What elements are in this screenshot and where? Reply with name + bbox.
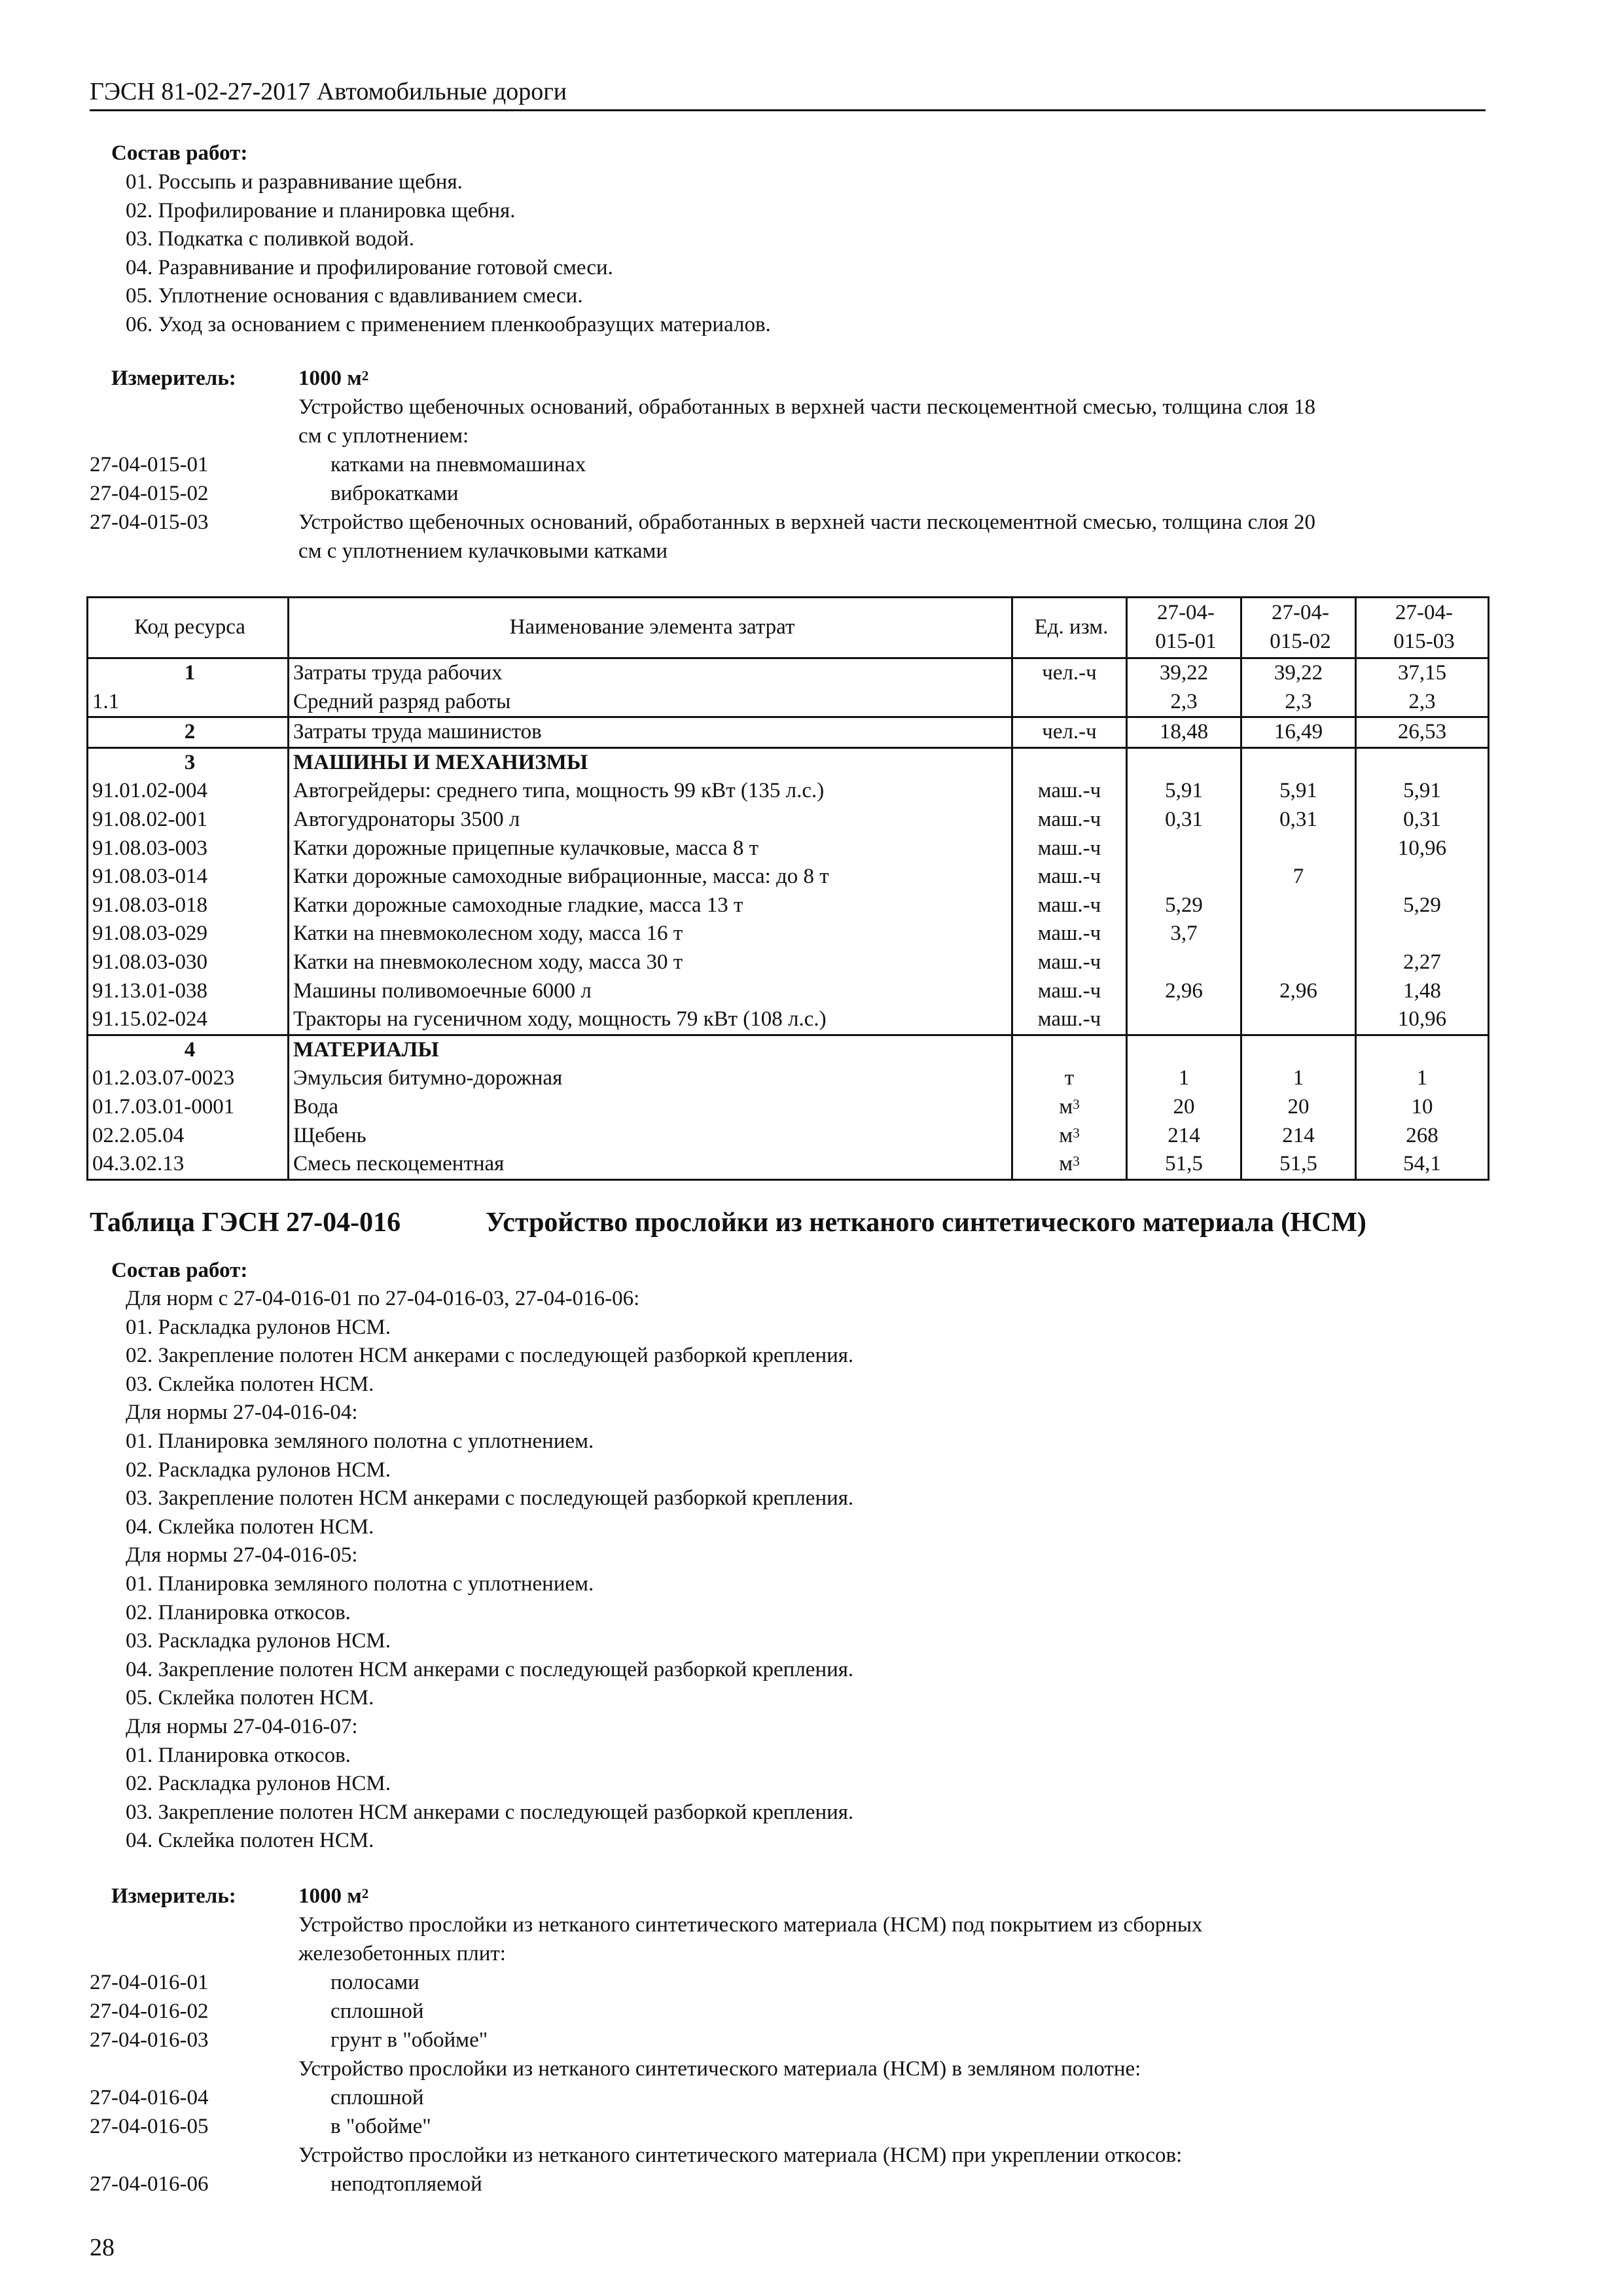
- cell-unit: $м^3$: [1012, 1093, 1127, 1122]
- cell-unit: маш.-ч: [1012, 891, 1127, 920]
- cell-value: 51,5: [1241, 1150, 1356, 1179]
- composition-item: 02. Профилирование и планировка щебня.: [126, 198, 516, 223]
- cell-value: 10,96: [1356, 834, 1489, 863]
- cell-code: 3: [88, 747, 289, 777]
- norm-text: в "обойме": [330, 2115, 431, 2138]
- composition-item: 05. Уплотнение основания с вдавливанием смеси.: [126, 284, 583, 308]
- cell-value: [1241, 891, 1356, 920]
- cell-code: 91.08.03-018: [88, 891, 289, 920]
- cell-name: Автогудронаторы 3500 л: [289, 806, 1012, 834]
- cell-value: [1356, 1035, 1489, 1064]
- norm-group-description: железобетонных плит:: [298, 1942, 506, 1965]
- cell-value: [1127, 863, 1241, 891]
- cell-value: 1: [1241, 1064, 1356, 1093]
- cell-value: 5,29: [1127, 891, 1241, 920]
- cell-code: 1.1: [88, 688, 289, 717]
- table-row: [88, 863, 1489, 891]
- cell-unit: маш.-ч: [1012, 863, 1127, 891]
- page-number: 28: [90, 2234, 115, 2261]
- cell-unit: чел.-ч: [1012, 658, 1127, 688]
- composition-item: 04. Разравнивание и профилирование готовой смеси.: [126, 255, 613, 279]
- norm-group-description: Устройство прослойки из нетканого синтетического материала (НСМ) при укреплении откосов:: [298, 2144, 1183, 2167]
- cell-value: [1241, 1005, 1356, 1035]
- cell-name: Катки дорожные самоходные гладкие, масса 13 т: [289, 891, 1012, 920]
- norm-text: полосами: [330, 1971, 419, 1994]
- cell-value: 5,29: [1356, 891, 1489, 920]
- cell-value: 2,3: [1241, 688, 1356, 717]
- composition-item: 01. Россыпь и разравнивание щебня.: [126, 170, 463, 194]
- cell-value: 1,48: [1356, 977, 1489, 1006]
- norm-code: 27-04-015-03: [90, 511, 209, 534]
- norm-code: 27-04-016-04: [90, 2086, 209, 2109]
- table-number: Таблица ГЭСН 27-04-016: [90, 1208, 401, 1238]
- cell-unit: [1012, 688, 1127, 717]
- composition-group-heading: Для нормы 27-04-016-07:: [126, 1714, 358, 1738]
- cell-value: [1127, 747, 1241, 777]
- cell-name: Средний разряд работы: [289, 688, 1012, 717]
- cell-unit: маш.-ч: [1012, 977, 1127, 1006]
- cell-value: [1241, 948, 1356, 977]
- table-header-row: [88, 598, 1489, 658]
- table-row: [88, 806, 1489, 834]
- cell-value: 16,49: [1241, 717, 1356, 748]
- cell-unit: $м^3$: [1012, 1150, 1127, 1179]
- cell-code: 91.01.02-004: [88, 777, 289, 806]
- cell-unit: маш.-ч: [1012, 834, 1127, 863]
- cell-value: 214: [1127, 1122, 1241, 1151]
- cell-value: 39,22: [1241, 658, 1356, 688]
- cell-name: Катки дорожные самоходные вибрационные, масса: до 8 т: [289, 863, 1012, 891]
- cell-code: 91.08.03-029: [88, 920, 289, 948]
- measure-description-line: Устройство щебеночных оснований, обработанных в верхней части пескоцементной смесью, толщина слоя 18: [298, 395, 1315, 419]
- composition-item: 01. Планировка откосов.: [126, 1743, 351, 1767]
- cell-value: 39,22: [1127, 658, 1241, 688]
- cell-code: 91.08.03-030: [88, 948, 289, 977]
- resource-table: [86, 596, 1489, 1181]
- cell-code: 91.08.02-001: [88, 806, 289, 834]
- norm-code: 27-04-016-06: [90, 2172, 209, 2196]
- cell-value: 51,5: [1127, 1150, 1241, 1179]
- cell-name: Катки на пневмоколесном ходу, масса 30 т: [289, 948, 1012, 977]
- cell-value: 2,3: [1356, 688, 1489, 717]
- cell-name: Автогрейдеры: среднего типа, мощность 99 кВт (135 л.с.): [289, 777, 1012, 806]
- norm-text: сплошной: [330, 2000, 424, 2023]
- cell-value: 0,31: [1356, 806, 1489, 834]
- table-row: [88, 1005, 1489, 1035]
- norm-text: см с уплотнением кулачковыми катками: [298, 539, 668, 563]
- cell-value: 2,96: [1127, 977, 1241, 1006]
- table-row: [88, 658, 1489, 688]
- cell-code: 2: [88, 717, 289, 748]
- cell-value: 37,15: [1356, 658, 1489, 688]
- cell-name: Катки дорожные прицепные кулачковые, масса 8 т: [289, 834, 1012, 863]
- norm-group-description: Устройство прослойки из нетканого синтетического материала (НСМ) в земляном полотне:: [298, 2057, 1141, 2081]
- norm-text: Устройство щебеночных оснований, обработанных в верхней части пескоцементной смесью, толщина слоя 20: [298, 511, 1315, 534]
- composition-item: 03. Склейка полотен НСМ.: [126, 1372, 374, 1396]
- table-row: [88, 977, 1489, 1006]
- cell-unit: маш.-ч: [1012, 806, 1127, 834]
- composition-item: 04. Закрепление полотен НСМ анкерами с последующей разборкой крепления.: [126, 1657, 854, 1681]
- composition-item: 02. Раскладка рулонов НСМ.: [126, 1458, 391, 1482]
- norm-group-description: Устройство прослойки из нетканого синтетического материала (НСМ) под покрытием из сборных: [298, 1913, 1203, 1937]
- cell-value: 10,96: [1356, 1005, 1489, 1035]
- cell-code: 91.13.01-038: [88, 977, 289, 1006]
- cell-value: 0,31: [1241, 806, 1356, 834]
- cell-value: 5,91: [1241, 777, 1356, 806]
- cell-value: 20: [1127, 1093, 1241, 1122]
- cell-value: 2,27: [1356, 948, 1489, 977]
- norm-text: катками на пневмомашинах: [330, 453, 586, 476]
- composition-item: 04. Склейка полотен НСМ.: [126, 1515, 374, 1539]
- table-row: [88, 1035, 1489, 1064]
- norm-code: 27-04-016-05: [90, 2115, 209, 2138]
- cell-name: МАТЕРИАЛЫ: [289, 1035, 1012, 1064]
- composition-group-heading: Для нормы 27-04-016-04:: [126, 1401, 358, 1425]
- cell-name: Эмульсия битумно-дорожная: [289, 1064, 1012, 1093]
- composition-item: 06. Уход за основанием с применением пленкообразущих материалов.: [126, 312, 771, 336]
- table-row: [88, 688, 1489, 717]
- page-header: ГЭСН 81-02-27-2017 Автомобильные дороги: [90, 78, 567, 105]
- composition-item: 02. Закрепление полотен НСМ анкерами с последующей разборкой крепления.: [126, 1344, 854, 1368]
- norm-text: грунт в "обойме": [330, 2028, 488, 2052]
- cell-value: 2,3: [1127, 688, 1241, 717]
- measure-label: Измеритель:: [111, 367, 236, 390]
- composition-item: 03. Раскладка рулонов НСМ.: [126, 1629, 391, 1653]
- cell-code: 02.2.05.04: [88, 1122, 289, 1151]
- measure-unit: 1000 $м^2$: [298, 1884, 369, 1908]
- norm-text: сплошной: [330, 2086, 424, 2109]
- cell-value: 26,53: [1356, 717, 1489, 748]
- cell-code: 4: [88, 1035, 289, 1064]
- cell-value: [1356, 920, 1489, 948]
- table-row: [88, 777, 1489, 806]
- cell-name: Затраты труда машинистов: [289, 717, 1012, 748]
- cell-unit: чел.-ч: [1012, 717, 1127, 748]
- composition-list: [126, 168, 771, 340]
- composition-item: 01. Планировка земляного полотна с уплотнением.: [126, 1571, 594, 1596]
- cell-value: 10: [1356, 1093, 1489, 1122]
- col-header-norm: 27-04- 015-03: [1356, 598, 1489, 658]
- table-row: [88, 747, 1489, 777]
- table-title: [90, 1206, 1366, 1239]
- composition-item: 02. Раскладка рулонов НСМ.: [126, 1772, 391, 1796]
- composition-item: 05. Склейка полотен НСМ.: [126, 1686, 374, 1710]
- cell-value: [1241, 920, 1356, 948]
- table-row: [88, 1064, 1489, 1093]
- cell-unit: [1012, 1035, 1127, 1064]
- cell-unit: маш.-ч: [1012, 920, 1127, 948]
- composition-label: Состав работ:: [111, 1259, 248, 1282]
- norm-text: виброкатками: [330, 482, 459, 505]
- cell-value: 1: [1127, 1064, 1241, 1093]
- cell-value: 268: [1356, 1122, 1489, 1151]
- cell-unit: маш.-ч: [1012, 777, 1127, 806]
- norm-text: неподтопляемой: [330, 2172, 482, 2196]
- table-row: [88, 948, 1489, 977]
- composition-group-heading: Для нормы 27-04-016-05:: [126, 1543, 358, 1568]
- composition-item: 02. Планировка откосов.: [126, 1600, 351, 1624]
- cell-value: 18,48: [1127, 717, 1241, 748]
- cell-name: Затраты труда рабочих: [289, 658, 1012, 688]
- table-row: [88, 891, 1489, 920]
- cell-value: [1356, 747, 1489, 777]
- table-row: [88, 717, 1489, 748]
- table-name: Устройство прослойки из нетканого синтетического материала (НСМ): [486, 1208, 1366, 1238]
- composition-item: 01. Планировка земляного полотна с уплотнением.: [126, 1429, 594, 1453]
- norm-code: 27-04-015-01: [90, 453, 209, 476]
- col-header-norm: 27-04- 015-02: [1241, 598, 1356, 658]
- cell-value: 1: [1356, 1064, 1489, 1093]
- cell-value: [1127, 1035, 1241, 1064]
- cell-name: Смесь пескоцементная: [289, 1150, 1012, 1179]
- cell-value: 2,96: [1241, 977, 1356, 1006]
- cell-unit: маш.-ч: [1012, 1005, 1127, 1035]
- composition-label: Состав работ:: [111, 141, 248, 165]
- cell-code: 01.7.03.01-0001: [88, 1093, 289, 1122]
- cell-value: [1241, 747, 1356, 777]
- cell-value: [1356, 863, 1489, 891]
- cell-value: 214: [1241, 1122, 1356, 1151]
- cell-code: 04.3.02.13: [88, 1150, 289, 1179]
- measure-label: Измеритель:: [111, 1884, 236, 1908]
- col-header-code: Код ресурса: [88, 598, 289, 658]
- cell-unit: т: [1012, 1064, 1127, 1093]
- cell-value: 54,1: [1356, 1150, 1489, 1179]
- cell-name: Вода: [289, 1093, 1012, 1122]
- header-rule: [90, 109, 1486, 111]
- composition-group-heading: Для норм с 27-04-016-01 по 27-04-016-03, 27-04-016-06:: [126, 1287, 640, 1310]
- table-row: [88, 1122, 1489, 1151]
- cell-name: Тракторы на гусеничном ходу, мощность 79 кВт (108 л.с.): [289, 1005, 1012, 1035]
- norm-code: 27-04-016-02: [90, 2000, 209, 2023]
- cell-value: [1127, 834, 1241, 863]
- cell-value: 3,7: [1127, 920, 1241, 948]
- composition-item: 03. Подкатка с поливкой водой.: [126, 227, 415, 251]
- cell-value: 5,91: [1127, 777, 1241, 806]
- col-header-name: Наименование элемента затрат: [289, 598, 1012, 658]
- cell-code: 91.15.02-024: [88, 1005, 289, 1035]
- cell-name: Машины поливомоечные 6000 л: [289, 977, 1012, 1006]
- cell-name: МАШИНЫ И МЕХАНИЗМЫ: [289, 747, 1012, 777]
- table-row: [88, 920, 1489, 948]
- cell-name: Щебень: [289, 1122, 1012, 1151]
- cell-value: [1241, 834, 1356, 863]
- cell-unit: [1012, 747, 1127, 777]
- col-header-unit: Ед. изм.: [1012, 598, 1127, 658]
- norm-code: 27-04-016-03: [90, 2028, 209, 2052]
- cell-name: Катки на пневмоколесном ходу, масса 16 т: [289, 920, 1012, 948]
- measure-unit: 1000 $м^2$: [298, 367, 369, 390]
- cell-code: 91.08.03-014: [88, 863, 289, 891]
- cell-value: [1127, 1005, 1241, 1035]
- cell-value: 5,91: [1356, 777, 1489, 806]
- composition-list: [126, 1285, 853, 1856]
- norm-code: 27-04-016-01: [90, 1971, 209, 1994]
- cell-value: [1127, 948, 1241, 977]
- table-row: [88, 1150, 1489, 1179]
- table-row: [88, 1093, 1489, 1122]
- composition-item: 03. Закрепление полотен НСМ анкерами с последующей разборкой крепления.: [126, 1800, 854, 1824]
- cell-code: 91.08.03-003: [88, 834, 289, 863]
- cell-code: 01.2.03.07-0023: [88, 1064, 289, 1093]
- cell-unit: $м^3$: [1012, 1122, 1127, 1151]
- cell-value: 7: [1241, 863, 1356, 891]
- norm-code: 27-04-015-02: [90, 482, 209, 505]
- cell-value: 20: [1241, 1093, 1356, 1122]
- cell-value: 0,31: [1127, 806, 1241, 834]
- cell-unit: маш.-ч: [1012, 948, 1127, 977]
- composition-item: 04. Склейка полотен НСМ.: [126, 1829, 374, 1853]
- composition-item: 03. Закрепление полотен НСМ анкерами с последующей разборкой крепления.: [126, 1486, 854, 1511]
- composition-item: 01. Раскладка рулонов НСМ.: [126, 1315, 391, 1339]
- cell-value: [1241, 1035, 1356, 1064]
- cell-code: 1: [88, 658, 289, 688]
- col-header-norm: 27-04- 015-01: [1127, 598, 1241, 658]
- measure-description-line: см с уплотнением:: [298, 424, 469, 448]
- table-row: [88, 834, 1489, 863]
